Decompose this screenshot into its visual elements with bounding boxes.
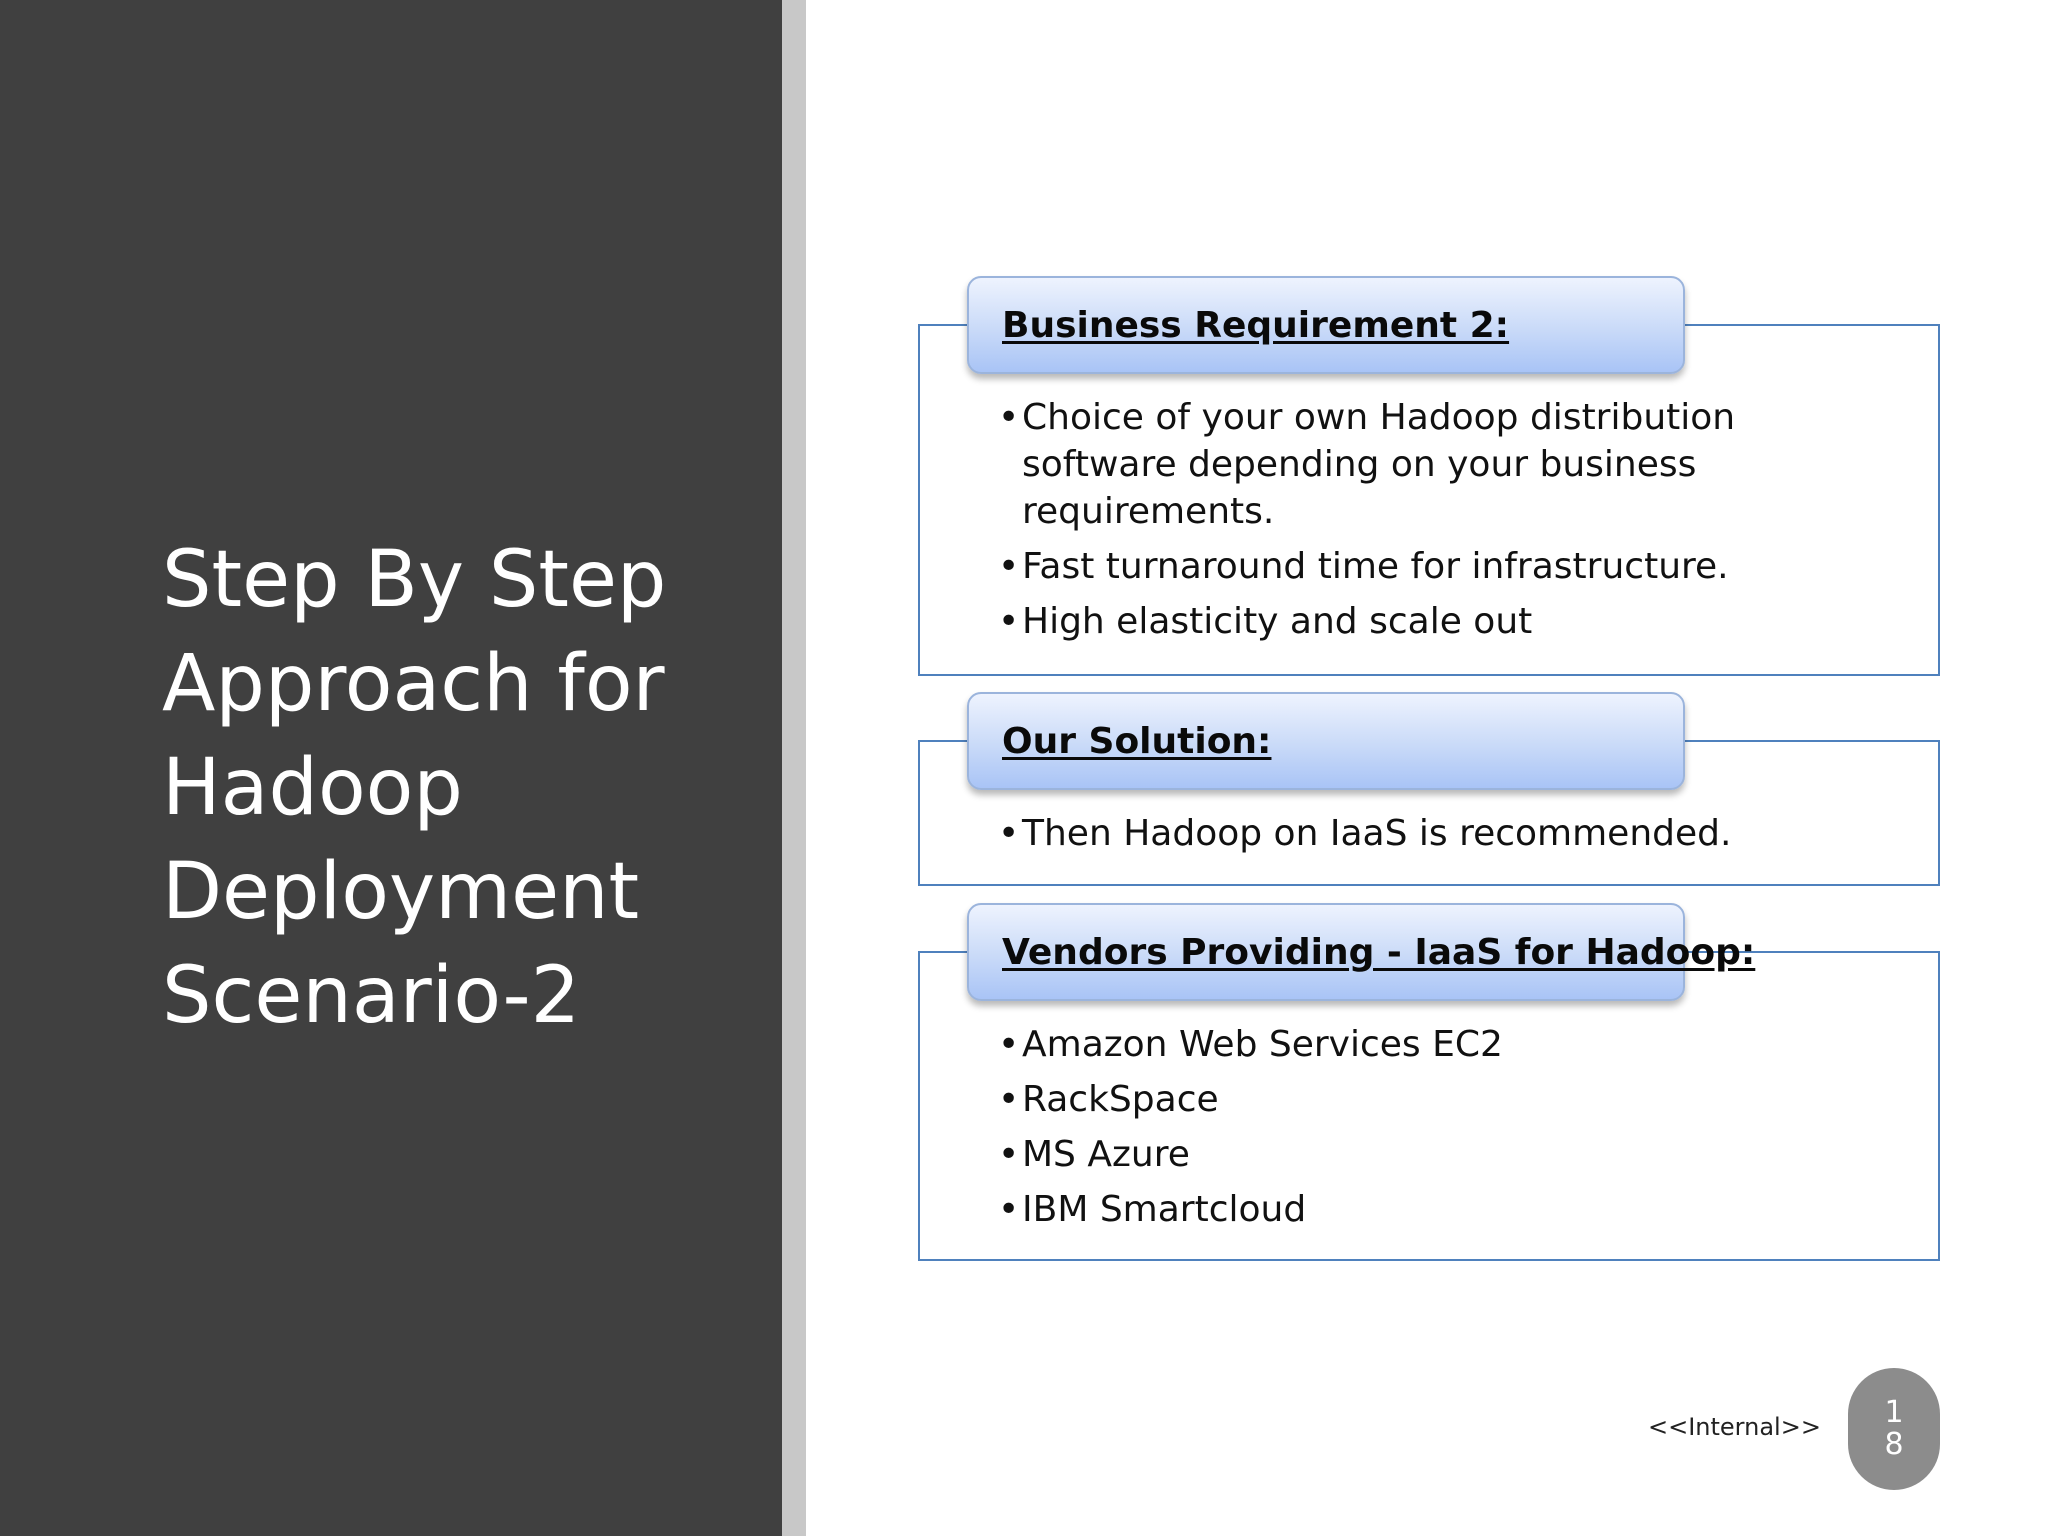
list-item (998, 394, 1758, 535)
internal-label: <<Internal>> (1648, 1413, 1821, 1441)
panel-divider (782, 0, 806, 1536)
bullet-icon: • (998, 1024, 1020, 1065)
page-number-badge (1848, 1368, 1940, 1490)
bullet-text: IBM Smartcloud (1022, 1189, 1307, 1230)
slide-title: Step By Step Approach for Hadoop Deployment Scenario-2 (162, 535, 667, 1041)
bullet-icon: • (998, 813, 1020, 854)
list-item (998, 1186, 1898, 1233)
list-item (998, 810, 1898, 857)
vendors-list (998, 1021, 1898, 1241)
solution-list (998, 810, 1898, 865)
bullet-text: MS Azure (1022, 1134, 1190, 1175)
bullet-icon: • (998, 601, 1020, 642)
solution-header (967, 692, 1685, 790)
bullet-text: Fast turnaround time for infrastructure. (1022, 546, 1729, 587)
bullet-text: Amazon Web Services EC2 (1022, 1024, 1503, 1065)
business-requirement-header (967, 276, 1685, 374)
bullet-text: Then Hadoop on IaaS is recommended. (1022, 813, 1732, 854)
bullet-text: RackSpace (1022, 1079, 1219, 1120)
list-item (998, 598, 1758, 645)
page-number-digit: 8 (1884, 1427, 1904, 1462)
bullet-text: Choice of your own Hadoop distribution software depending on your business requirements. (1022, 397, 1736, 532)
list-item (998, 1021, 1898, 1068)
bullet-icon: • (998, 1134, 1020, 1175)
bullet-icon: • (998, 397, 1020, 438)
vendors-header (967, 903, 1756, 1001)
list-item (998, 543, 1758, 590)
bullet-icon: • (998, 546, 1020, 587)
business-requirement-list (998, 394, 1758, 653)
bullet-icon: • (998, 1079, 1020, 1120)
list-item (998, 1131, 1898, 1178)
list-item (998, 1076, 1898, 1123)
bullet-text: High elasticity and scale out (1022, 601, 1533, 642)
vendors-heading: Vendors Providing - IaaS for Hadoop: (1002, 931, 1756, 973)
page-number-digit: 1 (1884, 1395, 1904, 1430)
business-requirement-heading: Business Requirement 2: (1002, 304, 1510, 346)
solution-heading: Our Solution: (1002, 720, 1272, 762)
bullet-icon: • (998, 1189, 1020, 1230)
